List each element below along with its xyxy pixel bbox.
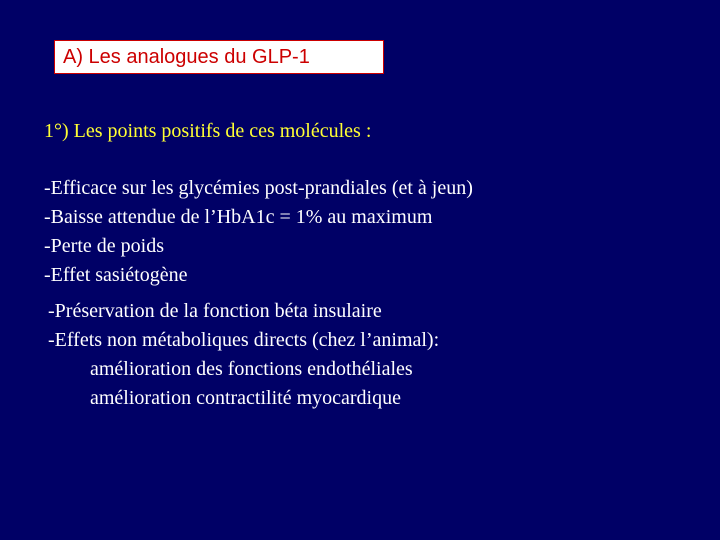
benefits-list-2 (48, 297, 439, 413)
section-heading: 1°) Les points positifs de ces molécules : (44, 120, 372, 142)
benefit-item-satiety: -Effet sasiétogène (44, 264, 188, 286)
slide-title: A) Les analogues du GLP-1 (63, 45, 310, 68)
benefit-item-weight-loss: -Perte de poids (44, 235, 164, 257)
benefits-list-1 (44, 174, 473, 290)
sub-item-endothelial: amélioration des fonctions endothéliales (90, 358, 413, 380)
benefit-item-non-metabolic: -Effets non métaboliques directs (chez l’animal): (48, 329, 440, 351)
benefit-item-hba1c: -Baisse attendue de l’HbA1c = 1% au maximum (44, 206, 433, 228)
benefit-item-beta-cell: -Préservation de la fonction béta insulaire (48, 300, 382, 322)
benefit-item-postprandial: -Efficace sur les glycémies post-prandiales (et à jeun) (44, 177, 473, 199)
title-box (54, 40, 384, 74)
sub-item-myocardial: amélioration contractilité myocardique (90, 387, 401, 409)
